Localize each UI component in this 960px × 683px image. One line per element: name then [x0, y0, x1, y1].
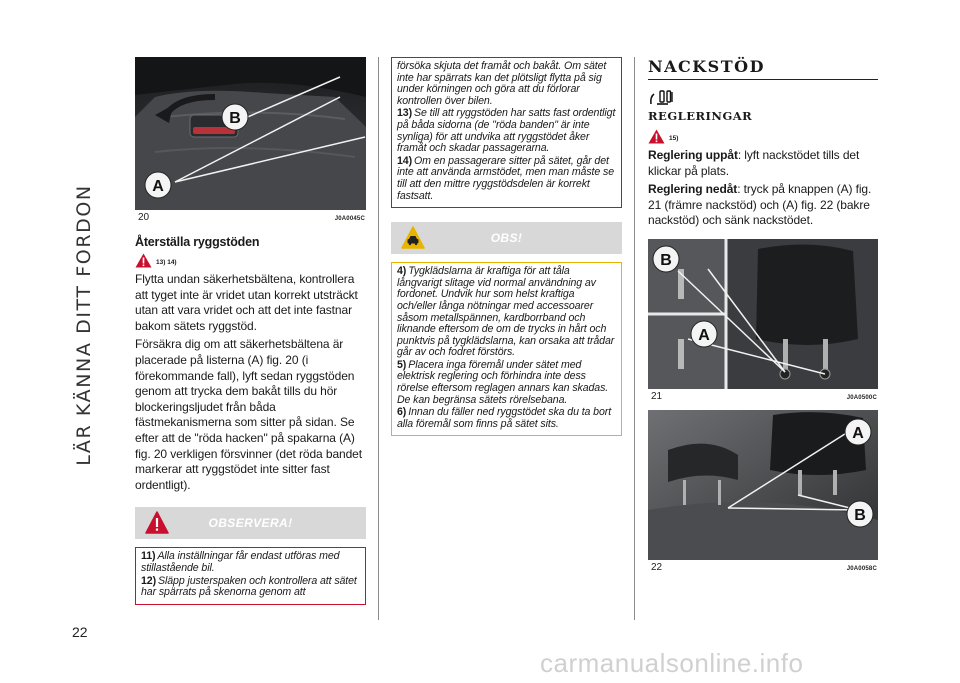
body-text	[648, 148, 878, 229]
column-3	[648, 57, 878, 573]
sub-heading-adjustments: REGLERINGAR	[648, 109, 753, 123]
observera-notes-continued	[391, 57, 622, 208]
figure-number: 20	[138, 212, 150, 223]
chapter-side-title: LÄR KÄNNA DITT FORDON	[73, 184, 95, 466]
label-a: A	[698, 326, 710, 344]
note-item	[397, 61, 616, 107]
figure-20-photo	[135, 57, 366, 210]
label-b: B	[854, 506, 866, 524]
section-heading-headrest: NACKSTÖD	[648, 57, 878, 80]
figure-21-photo	[648, 239, 878, 389]
note-item	[397, 407, 616, 430]
headrest-seat-icon	[648, 88, 676, 106]
obs-title: OBS!	[490, 231, 523, 246]
figure-21-caption	[648, 389, 878, 402]
warning-triangle-icon	[648, 129, 665, 144]
note-number: 11)	[141, 550, 156, 563]
paragraph: Flytta undan säkerhetsbältena, kontrollera att tyget inte är vridet utan korrekt utsträckt utan att vara vridet och att det inte fastnar bakom sätets ryggstöd.	[135, 272, 358, 333]
note-text: Släpp justerspaken och kontrollera att sätet har spärrats på skenorna genom att	[141, 574, 357, 599]
rear-seat-backrest-illustration	[135, 57, 366, 210]
warning-triangle-icon	[135, 253, 152, 268]
page-number: 22	[72, 624, 88, 640]
note-text: Se till att ryggstöden har satts fast ordentligt på båda sidorna (de "röda banden" är inte synliga) för att undvika att ryggstödet åker framåt och skadar passagerarna.	[397, 107, 616, 155]
note-number: 4)	[397, 265, 407, 278]
term: Reglering uppåt	[648, 148, 738, 162]
figure-number: 22	[651, 561, 663, 573]
observera-notes	[135, 547, 366, 604]
warning-reference	[648, 129, 878, 144]
column-divider	[378, 57, 379, 620]
note-number: 13)	[397, 107, 413, 120]
label-a: A	[152, 178, 164, 195]
column-divider	[634, 57, 635, 620]
figure-22-photo	[648, 410, 878, 560]
section-heading-reset-backrest: Återställa ryggstöden	[135, 235, 260, 249]
paragraph-text: : lyft nackstödet tills det klickar på plats.	[648, 148, 860, 178]
figure-number: 21	[651, 390, 663, 402]
body-text	[135, 272, 366, 493]
label-b: B	[660, 251, 672, 269]
watermark: carmanualsonline.info	[540, 648, 804, 678]
observera-header	[135, 507, 366, 539]
paragraph	[648, 182, 878, 229]
note-item	[397, 360, 616, 406]
note-text: Alla inställningar får endast utföras med stillastående bil.	[141, 550, 340, 574]
term: Reglering nedåt	[648, 182, 738, 197]
warning-refs: 13) 14)	[156, 258, 177, 266]
figure-22-caption	[648, 560, 878, 573]
note-number: 5)	[397, 358, 407, 371]
rear-headrest-illustration	[648, 410, 878, 560]
obs-notes	[391, 262, 622, 436]
label-b: B	[229, 110, 241, 127]
column-1	[135, 57, 366, 605]
label-a: A	[852, 424, 864, 442]
observera-title: OBSERVERA!	[208, 516, 293, 531]
note-text: Om en passagerare sitter på sätet, går det inte att använda armstödet, men man måste se till att den mittre ryggstödsdelen är korrekt fastsatt.	[397, 154, 615, 202]
figure-code: J0A0058C	[846, 565, 877, 572]
figure-20-caption	[135, 210, 366, 223]
note-item	[397, 266, 616, 359]
note-text: Tygklädslarna är kraftiga för att tåla långvarigt slitage vid normal användning av fordonet. Undvik hur som helst kraftiga och/eller långa nötningar med accessoarer såsom metallspännen, kardborrband och liknande eftersom de om de trycks in hårt och punktvis på tygklädslarna, kan orsaka att trådar går av och fodret förstörs.	[397, 265, 615, 359]
figure-code: J0A0500C	[846, 394, 877, 401]
column-2	[391, 57, 622, 436]
front-headrest-illustration	[648, 239, 878, 389]
paragraph: Försäkra dig om att säkerhetsbältena är placerade på listerna (A) fig. 20 (i förekommande fall), lyft sedan ryggstöden genom att trycka dem bakåt tills du hör blockeringsljudet från båda fästmekanismerna som sitter på sidan. Se efter att de "röda hacken" på spakarna (A) fig. 20 verkligen försvinner (det röda bandet markerar att ryggstödet inte sitter fast ordentligt).	[135, 337, 362, 492]
note-text: Placera inga föremål under sätet med elektrisk reglering och förhindra inte dess rörelse eftersom reglagen annars kan skadas. De kan begränsa sätets rörelsebana.	[397, 358, 609, 406]
obs-header	[391, 222, 622, 254]
note-number: 6)	[397, 406, 407, 419]
car-wrench-icon	[401, 226, 425, 250]
note-number: 12)	[141, 574, 157, 587]
paragraph-text: : tryck på knappen (A) fig. 21 (främre nackstöd) och (A) fig. 22 (bakre nackstöd) och sänk nackstödet.	[648, 182, 872, 228]
note-item	[141, 576, 360, 599]
paragraph	[648, 148, 878, 179]
figure-code: J0A0045C	[334, 216, 365, 222]
observera-callout	[135, 507, 366, 604]
obs-callout	[391, 222, 622, 436]
note-text: försöka skjuta det framåt och bakåt. Om sätet inte har spärrats kan det plötsligt flytta på sig under körningen och göra att du förlorar kontrollen över bilen.	[397, 60, 607, 107]
note-text: Innan du fäller ned ryggstödet ska du ta bort alla föremål som finns på sätet sits.	[397, 406, 612, 430]
note-item	[141, 551, 360, 574]
warning-reference	[135, 253, 366, 268]
warning-refs: 15)	[669, 134, 679, 142]
note-number: 14)	[397, 154, 413, 167]
note-item	[397, 108, 616, 154]
note-item	[397, 156, 616, 202]
warning-triangle-icon	[145, 511, 169, 535]
